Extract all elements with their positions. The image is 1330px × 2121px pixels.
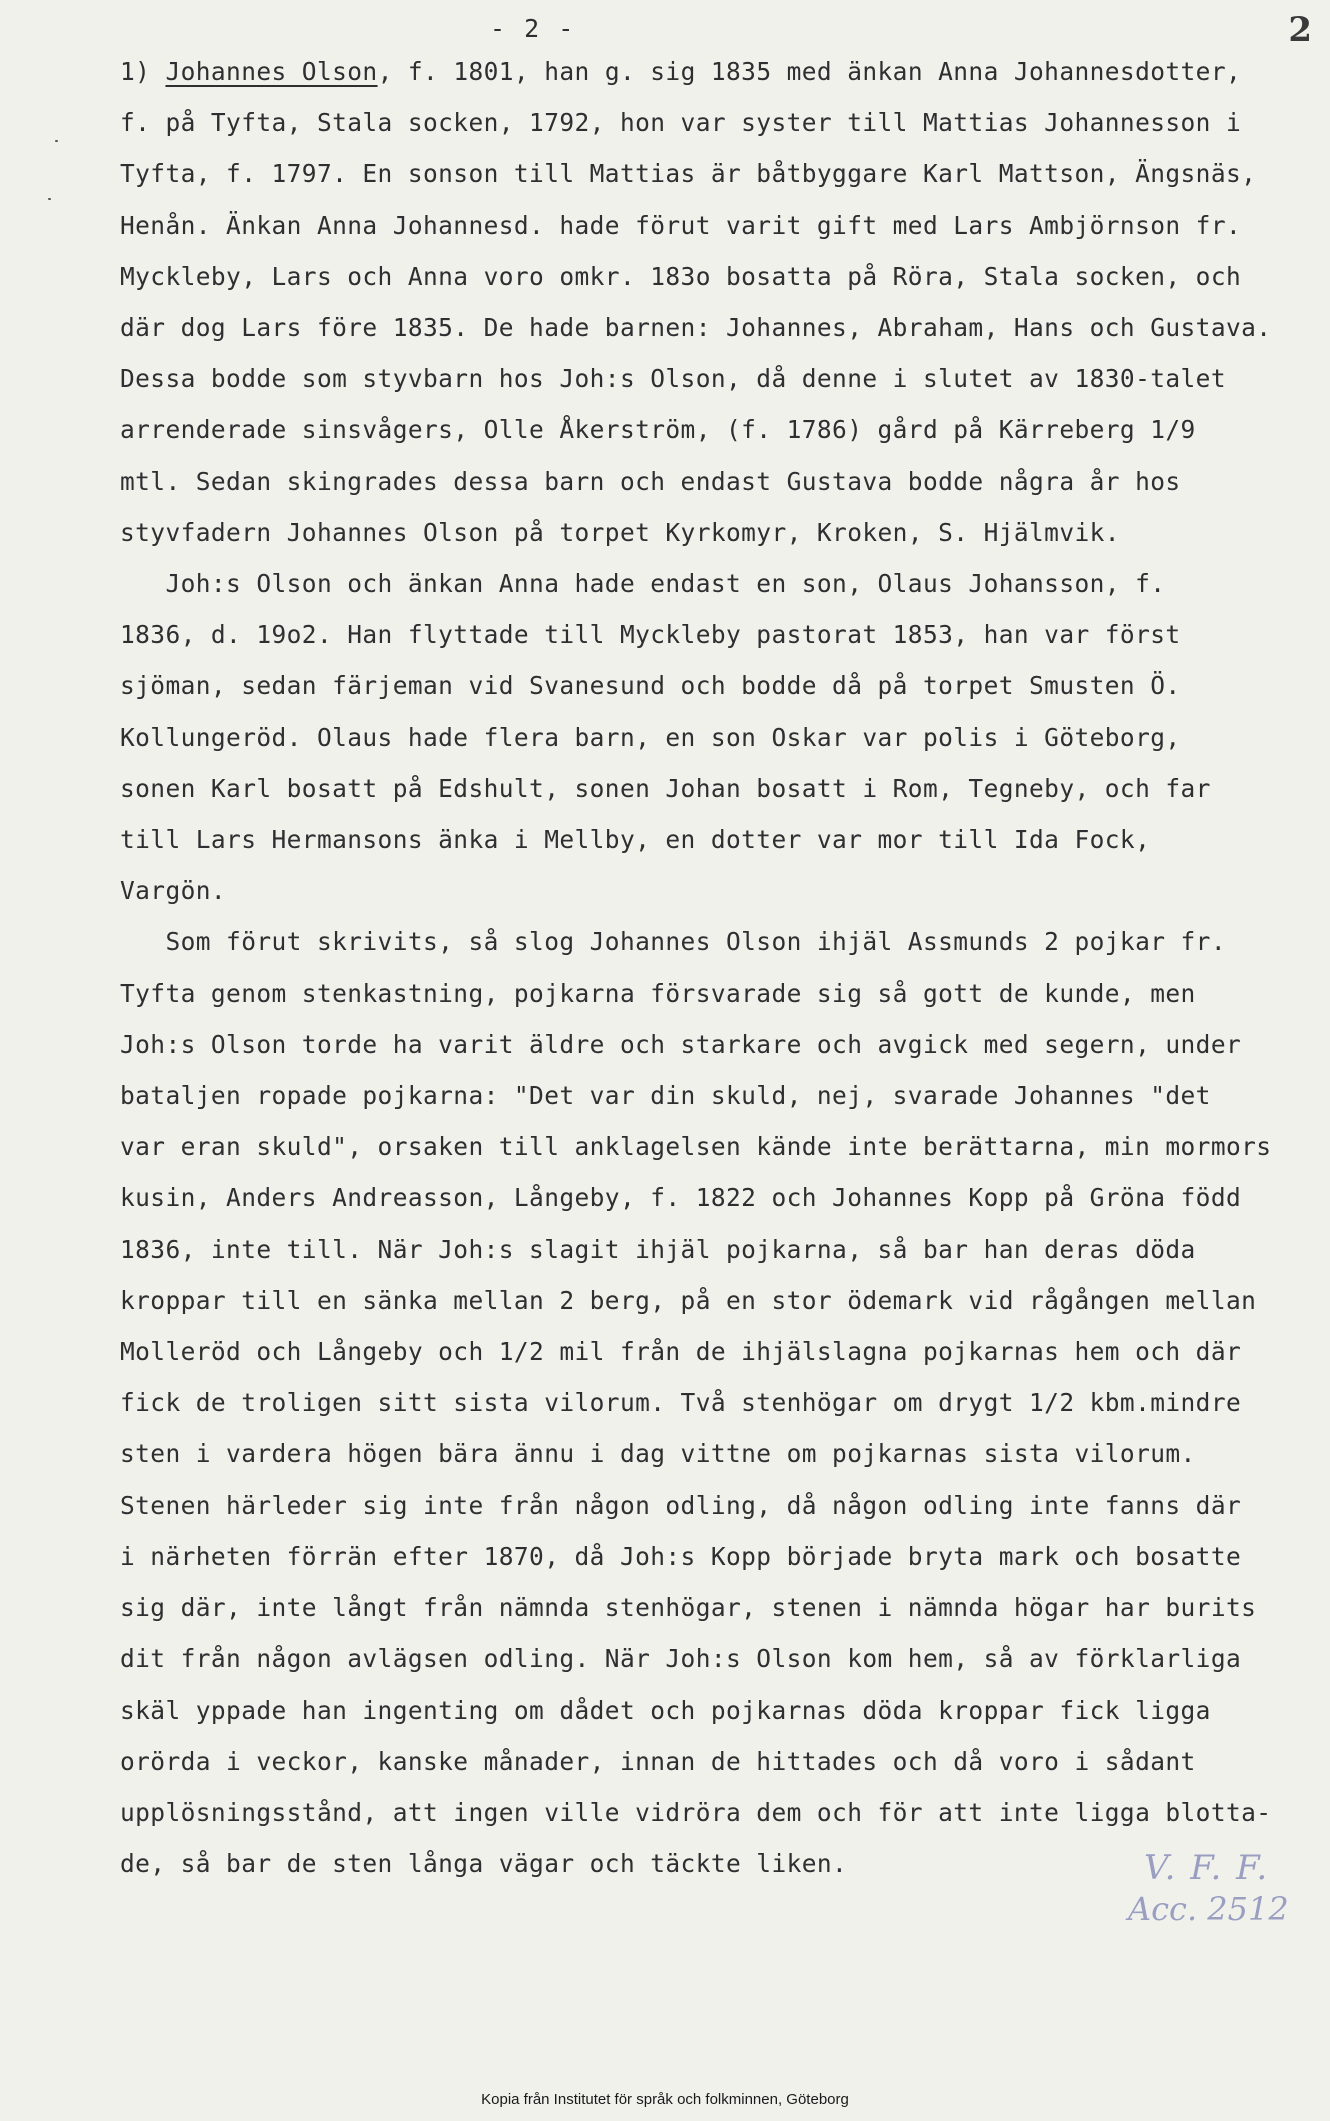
text-line: de, så bar de sten långa vägar och täckte liken. [120,1849,848,1879]
text-line: Henån. Änkan Anna Johannesd. hade förut varit gift med Lars Ambjörnson fr. [120,210,1242,240]
text-line: 1836, inte till. När Joh:s slagit ihjäl pojkarna, så bar han deras döda [120,1234,1196,1264]
paragraph-2 [120,558,1290,916]
archive-page-number: 2 [1288,10,1312,50]
text-line: bataljen ropade pojkarna: "Det var din skuld, nej, svarade Johannes "det [120,1081,1211,1111]
text-line: Joh:s Olson torde ha varit äldre och starkare och avgick med segern, under [120,1029,1242,1059]
stamp-accession-number: Acc. 2512 [1128,1890,1289,1928]
text-line: Myckleby, Lars och Anna voro omkr. 183o bosatta på Röra, Stala socken, och [120,261,1242,291]
text-line: kusin, Anders Andreasson, Långeby, f. 1822 och Johannes Kopp på Gröna född [120,1183,1242,1213]
text-line: f. på Tyfta, Stala socken, 1792, hon var syster till Mattias Johannesson i [120,108,1242,138]
text-line: i närheten förrän efter 1870, då Joh:s Kopp började bryta mark och bosatte [120,1541,1242,1571]
text-line: där dog Lars före 1835. De hade barnen: Johannes, Abraham, Hans och Gustava. [120,313,1272,343]
text-line: Molleröd och Långeby och 1/2 mil från de ihjälslagna pojkarnas hem och där [120,1337,1242,1367]
margin-speck [48,198,51,200]
text-line: till Lars Hermansons änka i Mellby, en dotter var mor till Ida Fock, [120,825,1151,855]
text-line: sig där, inte långt från nämnda stenhögar, stenen i nämnda högar har burits [120,1593,1257,1623]
line-suffix: , f. 1801, han g. sig 1835 med änkan Anna Johannesdotter, [377,57,1242,86]
paragraph-1 [120,46,1290,558]
text-line: Tyfta genom stenkastning, pojkarna försvarade sig så gott de kunde, men [120,978,1196,1008]
text-line: sten i vardera högen bära ännu i dag vittne om pojkarnas sista vilorum. [120,1439,1196,1469]
text-line: sjöman, sedan färjeman vid Svanesund och bodde då på torpet Smusten Ö. [120,671,1181,701]
text-line: Vargön. [120,876,227,906]
text-line: skäl yppade han ingenting om dådet och pojkarnas döda kroppar fick ligga [120,1695,1211,1725]
page-number: - 2 - [490,14,576,43]
text-line: Som förut skrivits, så slog Johannes Olson ihjäl Assmunds 2 pojkar fr. [120,927,1226,957]
text-line: Stenen härleder sig inte från någon odling, då någon odling inte fanns där [120,1490,1242,1520]
text-line: mtl. Sedan skingrades dessa barn och endast Gustava bodde några år hos [120,466,1181,496]
margin-speck [55,140,58,142]
text-line: kroppar till en sänka mellan 2 berg, på en stor ödemark vid rågången mellan [120,1285,1257,1315]
text-line: Kollungeröd. Olaus hade flera barn, en son Oskar var polis i Göteborg, [120,722,1181,752]
line-prefix: 1) [120,57,166,86]
text-line: orörda i veckor, kanske månader, innan de hittades och då voro i sådant [120,1746,1196,1776]
text-line: Joh:s Olson och änkan Anna hade endast en son, Olaus Johansson, f. [120,569,1166,599]
text-line: styvfadern Johannes Olson på torpet Kyrkomyr, Kroken, S. Hjälmvik. [120,517,1120,547]
stamp-archive-initials: V. F. F. [1144,1848,1270,1888]
text-line: Dessa bodde som styvbarn hos Joh:s Olson, då denne i slutet av 1830-talet [120,364,1226,394]
text-line [120,46,1290,97]
text-line: arrenderade sinsvågers, Olle Åkerström, (f. 1786) gård på Kärreberg 1/9 [120,415,1196,445]
text-line: var eran skuld", orsaken till anklagelsen kände inte berättarna, min mormors [120,1132,1272,1162]
text-line: sonen Karl bosatt på Edshult, sonen Johan bosatt i Rom, Tegneby, och far [120,773,1211,803]
copy-footer: Kopia från Institutet för språk och folkminnen, Göteborg [481,2091,849,2108]
typewritten-text [120,46,1290,1889]
text-line: Tyfta, f. 1797. En sonson till Mattias är båtbyggare Karl Mattson, Ängsnäs, [120,159,1257,189]
text-line: fick de troligen sitt sista vilorum. Två stenhögar om drygt 1/2 kbm.mindre [120,1388,1242,1418]
text-line: upplösningsstånd, att ingen ville vidröra dem och för att inte ligga blotta- [120,1797,1272,1827]
paragraph-3 [120,916,1290,1889]
underlined-name: Johannes Olson [165,57,378,86]
text-line: dit från någon avlägsen odling. När Joh:s Olson kom hem, så av förklarliga [120,1644,1242,1674]
text-line: 1836, d. 19o2. Han flyttade till Myckleby pastorat 1853, han var först [120,620,1181,650]
archive-stamp [1110,1848,1310,1940]
